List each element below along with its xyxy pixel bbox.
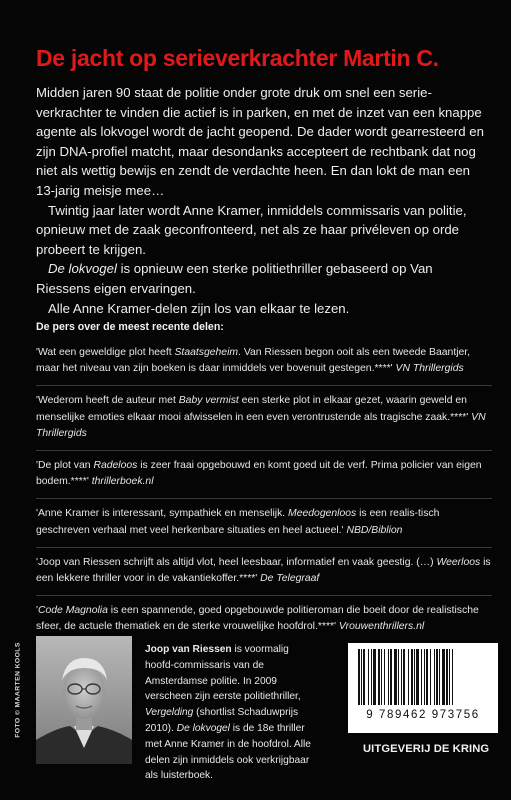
bio-book-title: De lokvogel — [176, 722, 230, 734]
blurb-paragraph-3-text: is opnieuw een sterke politiethriller gebaseerd op Van Riessens eigen ervaringen. — [36, 261, 433, 296]
quote-source: NBD/Biblion — [346, 524, 403, 536]
press-quotes — [36, 340, 492, 644]
bio-book-title: Vergelding — [145, 707, 194, 719]
quote-text: een sterke plot in elkaar gezet, waarin geweld en menselijke emoties elkaar mooi afwisselen in een even verontrustende als tragische zaak.****' — [36, 395, 472, 423]
quote-text: is zeer fraai opgebouwd en komt goed uit de verf. Prima policier van eigen bodem.****' — [36, 460, 482, 488]
press-quote — [36, 385, 492, 450]
quote-book-title: Staatsgeheim — [174, 347, 239, 358]
quote-book-title: Radeloos — [93, 460, 138, 472]
quote-source: De Telegraaf — [260, 573, 320, 585]
quote-text: 'Wat een geweldige plot heeft — [36, 347, 175, 358]
quote-book-title: Meedogenloos — [288, 508, 357, 520]
quote-text: . Van Riessen begon ooit als een tweede Baantjer, maar het niveau van zijn boeken is daar inmiddels ver bovenuit gestegen.****' — [36, 347, 471, 375]
quote-text: 'Joop van Riessen schrijft als altijd vlot, heel leesbaar, informatief en vaak geestig. (…) — [36, 556, 437, 568]
press-quote — [36, 450, 492, 498]
blurb-paragraph-3 — [36, 259, 488, 298]
bio-text: is de 18e thriller met Anne Kramer in de hoofdrol. Alle delen zijn inmiddels ook verkrijgbaar als luisterboek. — [145, 722, 311, 782]
author-portrait-image — [36, 636, 132, 764]
quote-source: thrillerboek.nl — [91, 476, 154, 488]
author-bio — [145, 642, 320, 784]
photo-credit: FOTO © MAARTEN KOOLS — [14, 642, 22, 738]
blurb-paragraph-1: Midden jaren 90 staat de politie onder grote druk om snel een serie-verkrachter te vinden die actief is in parken, en met de inzet van een knappe agente als lokvogel wordt de jacht geopend. De dader wordt gearresteerd en zijn DNA-profiel matcht, maar desondanks accepteert de rechtbank dat nog niet als wettig bewijs en zendt de verdachte heen. En dan lokt de man een 13-jarig meisje mee… — [36, 85, 484, 198]
quote-text: ' — [36, 605, 38, 617]
author-name: Joop van Riessen — [145, 644, 232, 655]
press-section-title: De pers over de meest recente delen: — [36, 321, 224, 333]
quote-source: VN Thrillergids — [395, 363, 464, 375]
publisher-name: UITGEVERIJ DE KRING — [363, 743, 490, 755]
book-title: De lokvogel — [48, 261, 117, 277]
quote-book-title: Code Magnolia — [37, 605, 108, 617]
blurb-paragraph-4: Alle Anne Kramer-delen zijn los van elkaar te lezen. — [48, 300, 350, 316]
quote-source: Vrouwenthrillers.nl — [338, 621, 425, 633]
quote-text: 'Anne Kramer is interessant, sympathiek en menselijk. — [36, 508, 289, 520]
blurb — [36, 83, 488, 318]
quote-source: VN Thrillergids — [36, 411, 486, 439]
headline: De jacht op serieverkrachter Martin C. — [36, 45, 439, 71]
quote-book-title: Baby vermist — [178, 395, 239, 407]
quote-book-title: Weerloos — [436, 556, 481, 568]
bio-text: (shortlist Schaduwprijs 2010). — [145, 707, 299, 734]
quote-text: 'Wederom heeft de auteur met — [36, 395, 179, 407]
quote-text: is een spannende, goed opgebouwde politieroman die boeit door de realistische sfeer, de actuele thematiek en de sterke vrouwelijke hoofdrol.****' — [36, 605, 479, 633]
blurb-paragraph-2: Twintig jaar later wordt Anne Kramer, inmiddels commissaris van politie, opnieuw met de zaak geconfronteerd, net als ze haar privéleven op orde probeert te krijgen. — [36, 202, 467, 257]
author-photo — [36, 636, 132, 764]
press-quote — [36, 498, 492, 546]
bio-text: is voormalig hoofd-commissaris van de Amsterdamse politie. In 2009 verscheen zijn eerste politiethriller, — [145, 644, 301, 703]
quote-text: is een realis-tisch geschreven verhaal met veel herkenbare situaties en heel actueel.' — [36, 508, 440, 536]
isbn-number: 9 789462 973756 — [366, 709, 480, 721]
press-quote — [36, 340, 492, 385]
quote-text: is een lekkere thriller voor in de vakantiekoffer.****' — [36, 556, 491, 585]
quote-text: 'De plot van — [36, 460, 94, 472]
press-quote — [36, 547, 492, 595]
isbn-barcode — [348, 643, 498, 733]
